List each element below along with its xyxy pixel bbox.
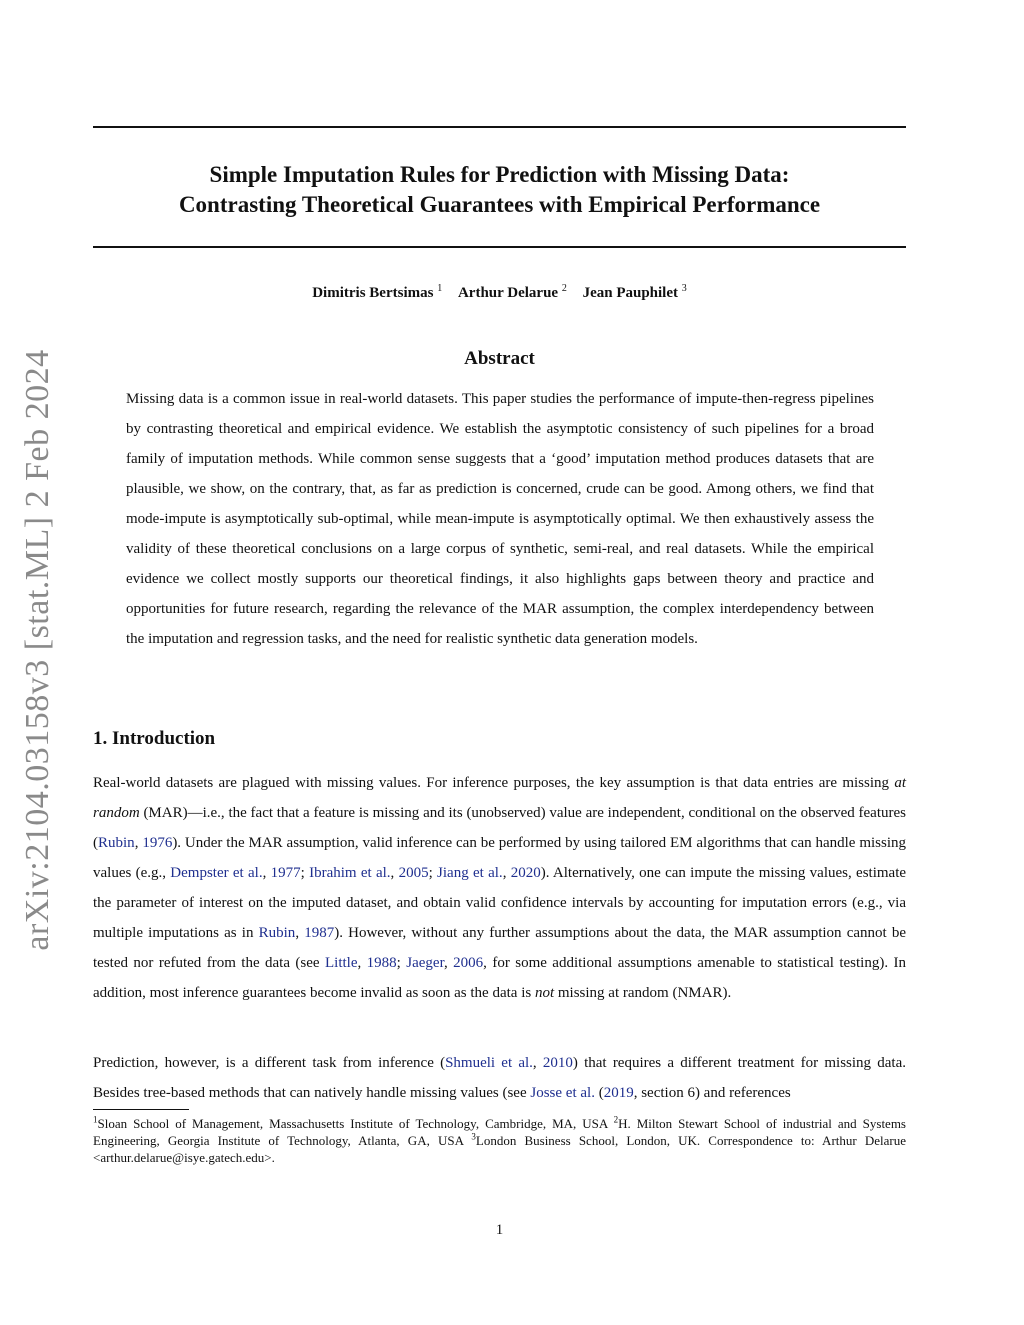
text-run: (MAR)—i.e., the fact that a feature is missing and its (unobserved) value are independent, conditional on the observed features ( <box>93 805 906 851</box>
text-run: missing at random (NMAR). <box>554 985 732 1001</box>
text-run: , for some additional assumptions amenable to statistical testing). In addition, most inference guarantees become invalid as soon as the data is <box>93 955 907 1001</box>
affiliation-mark: 3 <box>681 283 687 294</box>
intro-paragraph-2 <box>93 1048 906 1108</box>
citation-link[interactable]: Shmueli et al. <box>445 1055 533 1071</box>
citation-year-link[interactable]: 1988 <box>366 955 397 971</box>
citation-year-link[interactable]: 2006 <box>453 955 484 971</box>
citation-year-link[interactable]: 2005 <box>398 865 429 881</box>
affiliation-mark: 2 <box>561 283 567 294</box>
footnote-text: London Business School, London, UK. Correspondence to: Arthur Delarue <arthur.delarue@isye.gatech.edu>. <box>93 1133 906 1165</box>
footnote-text: H. Milton Stewart School of industrial and Systems Engineering, Georgia Institute of Technology, Atlanta, GA, USA <box>93 1116 906 1148</box>
text-run: Real-world datasets are plagued with missing values. For inference purposes, the key assumption is that data entries are missing <box>93 775 895 791</box>
citation-year-link[interactable]: 2010 <box>542 1055 573 1071</box>
author-name: Jean Pauphilet <box>582 285 679 301</box>
footnote-mark: 2 <box>613 1114 619 1125</box>
text-run: , <box>134 835 143 851</box>
author-name: Dimitris Bertsimas <box>312 285 434 301</box>
text-run: , <box>295 925 305 941</box>
abstract-text: Missing data is a common issue in real-world datasets. This paper studies the performance of impute-then-regress pipelines by contrasting theoretical and empirical evidence. We establish the asymptotic consistency of such pipelines for a broad family of imputation methods. While common sense suggests that a ‘good’ imputation method produces datasets that are plausible, we show, on the contrary, that, as far as prediction is concerned, crude can be good. Among others, we find that mode-impute is asymptotically sub-optimal, while mean-impute is asymptotically optimal. We then exhaustively assess the validity of these theoretical conclusions on a large corpus of synthetic, semi-real, and real datasets. While the empirical evidence we collect mostly supports our theoretical findings, it also highlights gaps between theory and practice and opportunities for future research, regarding the relevance of the MAR assumption, the complex interdependency between the imputation and regression tasks, and the need for realistic synthetic data generation models. <box>126 391 874 647</box>
page-number: 1 <box>495 1222 504 1238</box>
citation-year-link[interactable]: 1976 <box>142 835 173 851</box>
text-run: ; <box>396 955 407 971</box>
author <box>458 285 567 301</box>
citation-link[interactable]: Ibrahim et al. <box>309 865 391 881</box>
text-run: ). However, without any further assumptions about the data, the MAR assumption cannot be tested nor refuted from the data (see <box>93 925 906 971</box>
citation-link[interactable]: Dempster et al. <box>170 865 263 881</box>
author-name: Arthur Delarue <box>457 285 559 301</box>
footnote-mark: 3 <box>471 1131 476 1142</box>
emphasis-text: not <box>534 985 555 1001</box>
text-run: ) that requires a different treatment for missing data. Besides tree-based methods that can natively handle missing values (see <box>93 1055 906 1101</box>
affiliation-footnote <box>93 1115 906 1166</box>
citation-link[interactable]: Jiang et al. <box>437 865 503 881</box>
citation-year-link[interactable]: 2020 <box>510 865 541 881</box>
citation-year-link[interactable]: 1977 <box>270 865 301 881</box>
emphasis-text: at random <box>93 775 906 821</box>
citation-year-link[interactable]: 2019 <box>603 1085 634 1101</box>
citation-year-link[interactable]: 1987 <box>304 925 335 941</box>
arxiv-identifier: arXiv:2104.03158v3 [stat.ML] 2 Feb 2024 <box>19 349 56 951</box>
author <box>583 285 687 301</box>
author-list <box>93 282 906 304</box>
footnote-divider <box>93 1109 189 1110</box>
section-heading-introduction: 1. Introduction <box>93 728 216 749</box>
citation-link[interactable]: Rubin <box>258 925 296 941</box>
text-run: , section 6) and references <box>633 1085 791 1101</box>
citation-link[interactable]: Josse et al. <box>530 1085 595 1101</box>
text-run: , <box>357 955 367 971</box>
text-run: ; <box>428 865 438 881</box>
paper-title-line-2: Contrasting Theoretical Guarantees with Empirical Performance <box>178 192 821 217</box>
text-run: , <box>443 955 454 971</box>
text-run: , <box>262 865 271 881</box>
paper-title <box>93 160 906 220</box>
title-rule-bottom <box>93 246 906 248</box>
citation-link[interactable]: Little <box>325 955 358 971</box>
affiliation-mark: 1 <box>437 283 443 294</box>
intro-paragraph-1 <box>93 768 906 1008</box>
title-rule-top <box>93 126 906 128</box>
text-run: ). Under the MAR assumption, valid inference can be performed by using tailored EM algorithms that can handle missing values (e.g., <box>93 835 907 881</box>
abstract-heading: Abstract <box>464 348 535 369</box>
text-run: , <box>502 865 511 881</box>
paper-title-line-1: Simple Imputation Rules for Prediction with Missing Data: <box>209 162 790 187</box>
text-run: ; <box>300 865 310 881</box>
text-run: , <box>532 1055 543 1071</box>
author <box>312 285 442 301</box>
text-run: , <box>390 865 399 881</box>
footnote-text: Sloan School of Management, Massachusetts Institute of Technology, Cambridge, MA, USA <box>97 1116 614 1131</box>
text-run: ). Alternatively, one can impute the missing values, estimate the parameter of interest on the imputed dataset, and obtain valid confidence intervals by accounting for imputation errors (e.g., via multiple imputations as in <box>93 865 907 941</box>
citation-link[interactable]: Jaeger <box>406 955 444 971</box>
text-run: ( <box>594 1085 604 1101</box>
footnote-mark: 1 <box>93 1114 98 1125</box>
citation-link[interactable]: Rubin <box>98 835 135 851</box>
text-run: Prediction, however, is a different task from inference ( <box>93 1055 446 1071</box>
